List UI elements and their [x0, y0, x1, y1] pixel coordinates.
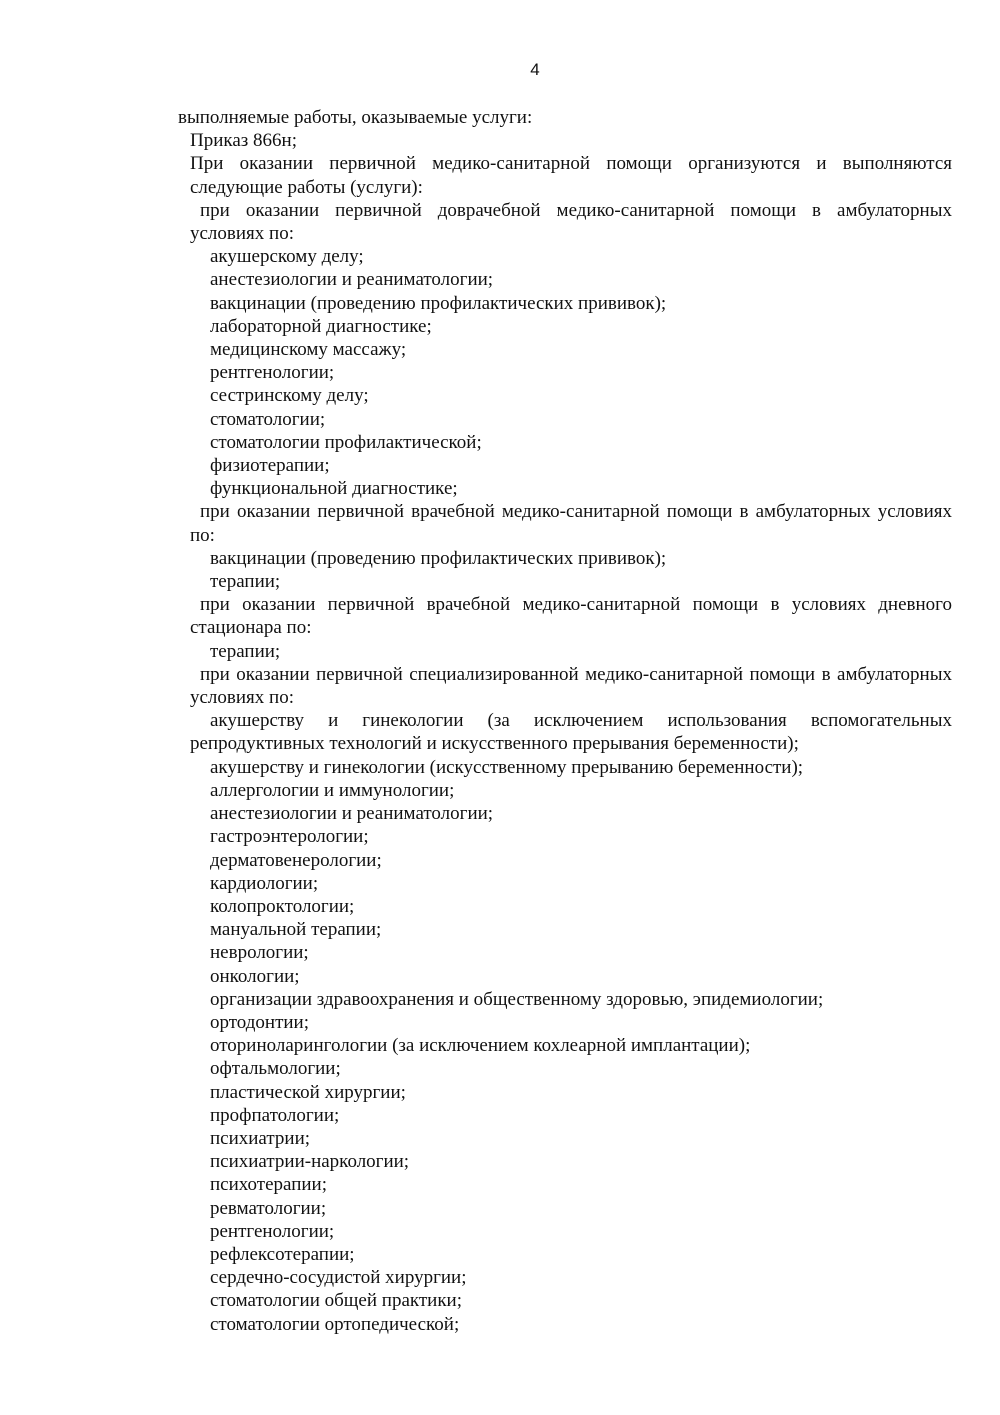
list-item: терапии; [210, 640, 281, 662]
document-body [0, 106, 1000, 1336]
list-item: лабораторной диагностике; [210, 315, 432, 337]
list-item: стоматологии общей практики; [210, 1290, 463, 1312]
list-item: рентгенологии; [210, 362, 335, 384]
list-item: анестезиологии и реаниматологии; [210, 269, 494, 291]
list-item: профпатологии; [210, 1104, 340, 1126]
list-item: акушерскому делу; [210, 246, 364, 268]
list-item: стоматологии ортопедической; [210, 1313, 460, 1335]
section-4-list [0, 709, 1000, 1335]
list-item: кардиологии; [210, 872, 319, 894]
list-item: физиотерапии; [210, 455, 330, 477]
intro-line: выполняемые работы, оказываемые услуги: [178, 107, 533, 128]
list-item: онкологии; [210, 965, 300, 987]
list-item: офтальмологии; [210, 1058, 341, 1080]
list-item: оториноларингологии (за исключением кохлеарной имплантации); [210, 1035, 751, 1057]
section-heading-2: при оказании первичной врачебной медико-санитарной помощи в амбулаторных условиях по: [190, 501, 952, 546]
list-item: стоматологии; [210, 408, 326, 430]
section-heading-3: при оказании первичной врачебной медико-санитарной помощи в условиях дневного стационара по: [190, 594, 952, 639]
list-item: сердечно-сосудистой хирургии; [210, 1267, 467, 1289]
lead-paragraph: При оказании первичной медико-санитарной помощи организуются и выполняются следующие работы (услуги): [190, 153, 952, 198]
list-item: акушерству и гинекологии (искусственному прерыванию беременности); [210, 756, 804, 778]
list-item: вакцинации (проведению профилактических прививок); [210, 292, 667, 314]
list-item: неврологии; [210, 942, 309, 964]
list-item: гастроэнтерологии; [210, 826, 369, 848]
list-item: медицинскому массажу; [210, 339, 407, 361]
list-item: психиатрии-наркологии; [210, 1151, 410, 1173]
section-3-list [0, 640, 1000, 663]
list-item: аллергологии и иммунологии; [210, 779, 455, 801]
list-item: колопроктологии; [210, 895, 355, 917]
list-item: ортодонтии; [210, 1011, 310, 1033]
list-item: организации здравоохранения и общественному здоровью, эпидемиологии; [210, 988, 824, 1010]
section-2-list [0, 547, 1000, 593]
list-item: дерматовенерологии; [210, 849, 382, 871]
list-item: анестезиологии и реаниматологии; [210, 803, 494, 825]
list-item: рентгенологии; [210, 1220, 335, 1242]
list-item: психотерапии; [210, 1174, 327, 1196]
list-item: мануальной терапии; [210, 919, 382, 941]
list-item: ревматологии; [210, 1197, 327, 1219]
section-1-list [0, 245, 1000, 500]
section-heading-4: при оказании первичной специализированной медико-санитарной помощи в амбулаторных условиях по: [190, 663, 952, 709]
list-item: стоматологии профилактической; [210, 431, 482, 453]
list-item: вакцинации (проведению профилактических прививок); [210, 547, 667, 569]
list-item: пластической хирургии; [210, 1081, 406, 1103]
list-item: рефлексотерапии; [210, 1243, 355, 1265]
list-item: акушерству и гинекологии (за исключением использования вспомогательных репродуктивных технологий и искусственного прерывания беременности); [190, 710, 952, 755]
list-item: сестринскому делу; [210, 385, 369, 407]
page-number: 4 [530, 60, 540, 79]
list-item: психиатрии; [210, 1127, 311, 1149]
order-line: Приказ 866н; [190, 130, 297, 152]
list-item: функциональной диагностике; [210, 478, 458, 500]
section-heading-1: при оказании первичной доврачебной медико-санитарной помощи в амбулаторных условиях по: [190, 199, 952, 245]
list-item: терапии; [210, 571, 281, 593]
